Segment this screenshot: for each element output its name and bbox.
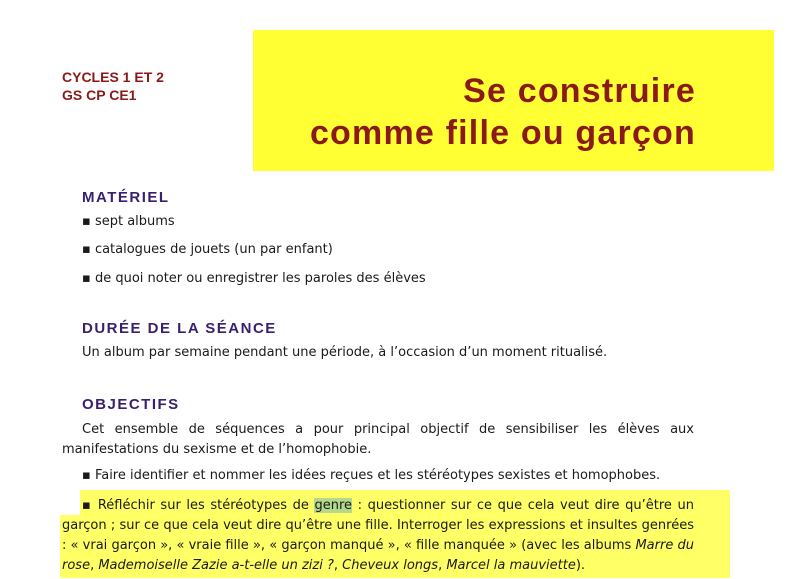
materiel-item-2: ▪ catalogues de jouets (un par enfant) <box>82 242 333 257</box>
objectifs-item-2 <box>62 496 694 576</box>
materiel-heading: MATÉRIEL <box>82 189 170 206</box>
item2-text-after: : questionner sur ce que cela veut dire qu’être un garçon ; sur ce que cela veut dire qu’être une fille. Interroger les expressions et insultes genrées : « vrai garçon », « vraie fille », « garçon manqué », « fille manquée » (avec les albums <box>62 498 694 553</box>
cycles-line-1: CYCLES 1 ET 2 <box>62 69 164 85</box>
book-title-2: Mademoiselle Zazie a-t-elle un zizi ? <box>98 558 334 573</box>
item2-end: ). <box>575 558 586 573</box>
item2-text-before: ▪ Réfléchir sur les stéréotypes de <box>82 498 315 513</box>
page-title <box>310 70 696 154</box>
title-line-2: comme fille ou garçon <box>309 114 696 152</box>
title-banner <box>253 30 774 171</box>
book-title-3: Cheveux longs <box>342 558 439 573</box>
separator: , <box>90 558 99 573</box>
separator: , <box>438 558 447 573</box>
duree-text: Un album par semaine pendant une période, à l’occasion d’un moment ritualisé. <box>82 345 608 360</box>
title-line-1: Se construire <box>463 72 696 110</box>
materiel-item-1: ▪ sept albums <box>82 214 175 229</box>
materiel-item-3: ▪ de quoi noter ou enregistrer les paroles des élèves <box>82 271 426 286</box>
separator: , <box>333 558 343 573</box>
objectifs-item-1: ▪ Faire identifier et nommer les idées reçues et les stéréotypes sexistes et homophobes. <box>82 468 661 483</box>
objectifs-heading: OBJECTIFS <box>82 396 180 413</box>
book-title-4: Marcel la mauviette <box>446 558 576 573</box>
cycles-line-2: GS CP CE1 <box>62 87 137 103</box>
objectifs-intro: Cet ensemble de séquences a pour principal objectif de sensibiliser les élèves aux manifestations du sexisme et de l’homophobie. <box>62 422 694 457</box>
book-title-1: Marre du rose <box>62 538 694 573</box>
genre-highlight: genre <box>314 498 353 513</box>
cycles-label <box>62 68 164 104</box>
duree-heading: DURÉE DE LA SÉANCE <box>82 320 277 337</box>
